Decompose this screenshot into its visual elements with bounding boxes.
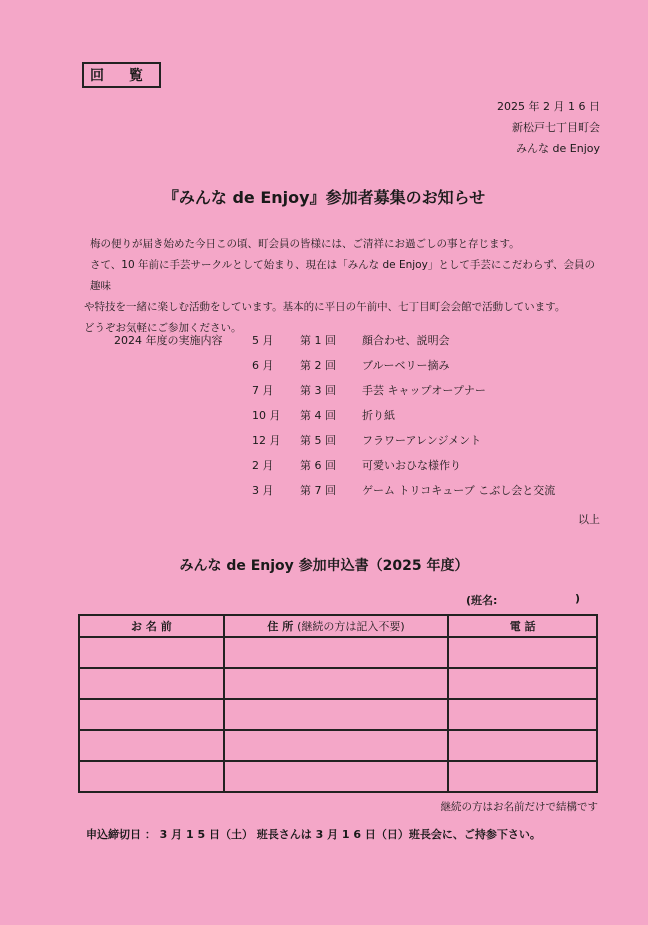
name-cell[interactable] bbox=[79, 637, 224, 668]
phone-cell[interactable] bbox=[448, 668, 597, 699]
schedule-round: 第 2 回 bbox=[300, 359, 336, 372]
schedule-month: 5 月 bbox=[252, 334, 274, 347]
schedule-content: 可愛いおひな様作り bbox=[362, 459, 461, 472]
table-row bbox=[79, 637, 597, 668]
schedule-content: 顔合わせ、説明会 bbox=[362, 334, 450, 347]
header-address bbox=[224, 615, 449, 637]
han-label: (班名: bbox=[466, 594, 498, 607]
paragraph: どうぞお気軽にご参加ください。 bbox=[84, 322, 242, 334]
table-row bbox=[79, 699, 597, 730]
schedule-content: ゲーム トリコキューブ こぶし会と交流 bbox=[362, 484, 556, 497]
schedule-month: 12 月 bbox=[252, 434, 281, 447]
schedule-month: 3 月 bbox=[252, 484, 274, 497]
header-phone: 電 話 bbox=[448, 615, 597, 637]
table-header-row bbox=[79, 615, 597, 637]
paragraph: さて、10 年前に手芸サークルとして始まり、現在は「みんな de Enjoy」として手芸にこだわらず、会員の趣味 bbox=[90, 259, 595, 292]
han-close: ) bbox=[575, 592, 581, 605]
address-cell[interactable] bbox=[224, 730, 449, 761]
address-cell[interactable] bbox=[224, 761, 449, 792]
schedule-content: ブルーベリー摘み bbox=[362, 359, 450, 372]
deadline-text: 申込締切日 ： 3 月 1 5 日（土） 班長さんは 3 月 1 6 日（日）班長会に、ご持参下さい。 bbox=[86, 828, 541, 841]
application-table bbox=[78, 614, 598, 793]
header-address-note: (継続の方は記入不要) bbox=[297, 620, 405, 633]
schedule-month: 6 月 bbox=[252, 359, 274, 372]
schedule-month: 2 月 bbox=[252, 459, 274, 472]
table-row bbox=[79, 730, 597, 761]
table-row bbox=[79, 761, 597, 792]
closing-mark: 以上 bbox=[578, 513, 600, 526]
phone-cell[interactable] bbox=[448, 730, 597, 761]
phone-cell[interactable] bbox=[448, 699, 597, 730]
schedule-round: 第 6 回 bbox=[300, 459, 336, 472]
address-cell[interactable] bbox=[224, 637, 449, 668]
schedule-month: 7 月 bbox=[252, 384, 274, 397]
form-title: みんな de Enjoy 参加申込書（2025 年度） bbox=[179, 558, 469, 574]
name-cell[interactable] bbox=[79, 730, 224, 761]
association-name: 新松戸七丁目町会 bbox=[512, 121, 600, 134]
header-name: お 名 前 bbox=[79, 615, 224, 637]
name-cell[interactable] bbox=[79, 699, 224, 730]
schedule-content: 手芸 キャップオープナー bbox=[362, 384, 486, 397]
schedule-content: フラワーアレンジメント bbox=[362, 434, 482, 447]
paragraph: 梅の便りが届き始めた今日この頃、町会員の皆様には、ご清祥にお過ごしの事と存じます。 bbox=[90, 238, 520, 250]
group-name: みんな de Enjoy bbox=[516, 142, 600, 155]
phone-cell[interactable] bbox=[448, 637, 597, 668]
phone-cell[interactable] bbox=[448, 761, 597, 792]
issue-date: 2025 年 2 月 1 6 日 bbox=[497, 100, 600, 113]
schedule-heading: 2024 年度の実施内容 bbox=[114, 334, 223, 347]
schedule-round: 第 4 回 bbox=[300, 409, 336, 422]
notice-title: 『みんな de Enjoy』参加者募集のお知らせ bbox=[162, 188, 486, 207]
paragraph: や特技を一緒に楽しむ活動をしています。基本的に平日の午前中、七丁目町会会館で活動しています。 bbox=[84, 301, 566, 313]
name-cell[interactable] bbox=[79, 761, 224, 792]
body-text bbox=[84, 234, 604, 339]
address-cell[interactable] bbox=[224, 668, 449, 699]
schedule-month: 10 月 bbox=[252, 409, 281, 422]
schedule-round: 第 5 回 bbox=[300, 434, 336, 447]
table-row bbox=[79, 668, 597, 699]
kairan-label: 回 覧 bbox=[82, 62, 161, 88]
address-cell[interactable] bbox=[224, 699, 449, 730]
header-address-label: 住 所 bbox=[267, 620, 294, 633]
name-cell[interactable] bbox=[79, 668, 224, 699]
continuing-member-note: 継続の方はお名前だけで結構です bbox=[440, 801, 598, 813]
schedule-content: 折り紙 bbox=[362, 409, 395, 422]
sender-block bbox=[497, 96, 600, 159]
schedule-round: 第 3 回 bbox=[300, 384, 336, 397]
schedule-round: 第 1 回 bbox=[300, 334, 336, 347]
schedule-round: 第 7 回 bbox=[300, 484, 336, 497]
